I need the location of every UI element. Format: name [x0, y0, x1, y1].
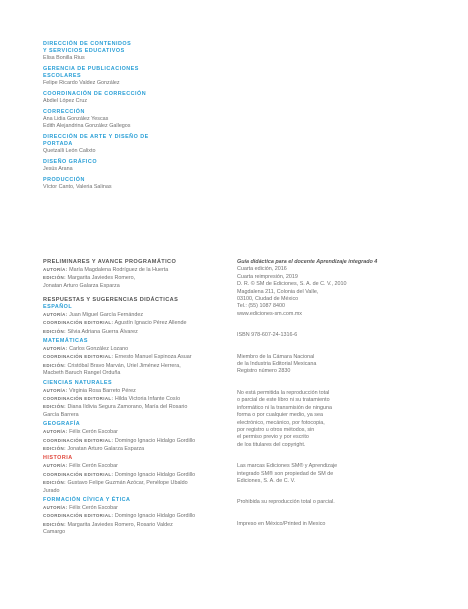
credit-line: [43, 274, 235, 282]
credit-text: Cristóbal Bravo Marván, Uriel Jiménez Herrera,: [67, 362, 181, 369]
credit-heading: COORDINACIÓN DE CORRECCIÓN: [43, 91, 147, 98]
imprint-right-column: [237, 259, 437, 528]
credit-publicaciones: [43, 66, 243, 87]
credit-text: Félix Cerón Escobar: [69, 463, 118, 470]
subject-heading: ESPAÑOL: [43, 303, 73, 310]
credit-name: Elisa Bonilla Rius: [43, 55, 85, 61]
credit-heading: DIRECCIÓN DE ARTE Y DISEÑO DE: [43, 133, 149, 140]
trademark-line: Las marcas Ediciones SM® y Aprendizaje: [237, 463, 338, 470]
rights-line: electrónico, mecánico, por fotocopia,: [237, 419, 325, 426]
credit-text: García Barrera: [43, 411, 79, 418]
credit-line: [43, 445, 235, 453]
credit-label: EDICIÓN:: [43, 480, 66, 486]
credit-text: Carlos González Lozano: [69, 345, 129, 352]
rights-line: o parcial de este libro ni su tratamiento: [237, 397, 330, 404]
credit-line: [43, 412, 235, 419]
credit-line: [43, 529, 235, 536]
subject-heading: FORMACIÓN CÍVICA Y ÉTICA: [43, 497, 131, 504]
credit-line: [43, 395, 235, 403]
credit-line: [43, 362, 235, 370]
credit-heading: GERENCIA DE PUBLICACIONES: [43, 66, 139, 73]
member-line: Miembro de la Cámara Nacional: [237, 353, 315, 360]
credit-text: Margarita Javiedes Romero, Rosario Valdez: [67, 521, 173, 528]
credit-heading: DISEÑO GRÁFICO: [43, 159, 98, 166]
credit-text: Félix Cerón Escobar: [69, 429, 118, 436]
credit-text: Diana Ildivia Segura Zamorano, María del Rosario: [67, 404, 188, 411]
credit-name: Felipe Ricardo Valdez González: [43, 80, 120, 87]
credit-text: Jurado: [43, 487, 60, 494]
credit-label: COORDINACIÓN EDITORIAL:: [43, 395, 114, 401]
edition-line: www.ediciones-sm.com.mx: [237, 310, 303, 317]
credit-label: AUTORÍA:: [43, 345, 68, 351]
credit-text: Domingo Ignacio Hidalgo Gordillo: [114, 437, 196, 444]
credits-left-column: [43, 259, 235, 537]
credit-name: Abdiel López Cruz: [43, 98, 88, 105]
credit-line: [43, 345, 235, 353]
credit-line: [43, 437, 235, 445]
credit-coord-correccion: [43, 91, 243, 105]
rights-line: el permiso previo y por escrito: [237, 434, 309, 441]
credit-text: Gustavo Felipe Guzmán Azócar, Penélope Ubaldo: [67, 480, 188, 487]
credit-text: Virginia Rosa Barreto Pérez: [69, 387, 136, 394]
rights-line: informático ni la transmisión de ninguna: [237, 404, 332, 411]
credit-label: AUTORÍA:: [43, 267, 68, 272]
credit-line: [43, 512, 235, 520]
edition-line: Cuarta edición, 2016: [237, 266, 287, 273]
credits-top: [43, 41, 243, 195]
credit-line: [43, 283, 235, 290]
credit-text: Domingo Ignacio Hidalgo Gordillo: [114, 471, 196, 478]
credit-text: Juan Miguel García Fernández: [69, 311, 144, 318]
edition-line: 03100, Ciudad de México: [237, 296, 299, 303]
credit-line: [43, 266, 235, 274]
credit-text: Silvia Adriana Guerra Álvarez: [67, 328, 138, 335]
rights-line: de los titulares del copyright.: [237, 441, 306, 448]
credit-label: COORDINACIÓN EDITORIAL:: [43, 320, 114, 326]
credit-line: [43, 387, 235, 395]
edition-line: Tel.: (55) 1087 8400: [237, 303, 285, 310]
credit-line: [43, 479, 235, 487]
trademark-line: Ediciones, S. A. de C. V.: [237, 477, 296, 484]
credit-name: Ana Lidia González Yescas: [43, 116, 109, 123]
credit-line: [43, 403, 235, 411]
credit-label: EDICIÓN:: [43, 362, 66, 368]
credit-label: EDICIÓN:: [43, 404, 66, 410]
rights-line: forma o por cualquier medio, ya sea: [237, 412, 323, 419]
credit-line: [43, 471, 235, 479]
rights-line: por registro u otros métodos, sin: [237, 426, 315, 433]
credit-contenidos: [43, 41, 243, 62]
member-line: de la Industria Editorial Mexicana: [237, 361, 317, 368]
credit-text: Ernesto Manuel Espinoza Asuar: [114, 354, 192, 361]
credit-line: [43, 504, 235, 512]
subject-heading: CIENCIAS NATURALES: [43, 379, 113, 386]
edition-line: D. R. © SM de Ediciones, S. A. de C. V., 2010: [237, 281, 347, 288]
credit-line: [43, 311, 235, 319]
credit-line: [43, 462, 235, 470]
edition-line: Magdalena 211, Colonia del Valle,: [237, 288, 319, 295]
credit-label: EDICIÓN:: [43, 446, 66, 451]
subject-heading: HISTORIA: [43, 455, 73, 462]
credit-label: EDICIÓN:: [43, 275, 66, 281]
credit-text: Hilda Victoria Infante Cosío: [114, 395, 181, 402]
edition-line: Cuarta reimpresión, 2019: [237, 273, 298, 280]
credit-text: Domingo Ignacio Hidalgo Gordillo: [114, 513, 196, 520]
credit-heading: PRODUCCIÓN: [43, 177, 85, 184]
credit-label: COORDINACIÓN EDITORIAL:: [43, 354, 114, 360]
credit-text: Félix Cerón Escobar: [69, 505, 118, 512]
credit-line: [43, 370, 235, 377]
credit-arte: [43, 134, 243, 155]
credit-line: [43, 319, 235, 327]
credit-name: Edith Alejandrina González Gallegos: [43, 122, 131, 129]
credit-heading: ESCOLARES: [43, 73, 82, 80]
credit-label: AUTORÍA:: [43, 311, 68, 317]
credit-text: Jonatan Arturo Galarza Esparza: [67, 446, 145, 452]
credit-heading: CORRECCIÓN: [43, 109, 85, 116]
book-title: Guía didáctica para el docente Aprendizaje integrado 4: [237, 259, 378, 265]
section-title: RESPUESTAS Y SUGERENCIAS DIDÁCTICAS: [43, 296, 179, 303]
credit-label: AUTORÍA:: [43, 463, 68, 469]
credit-heading: Y SERVICIOS EDUCATIVOS: [43, 48, 125, 54]
prohibited-notice: Prohibida su reproducción total o parcial.: [237, 499, 335, 506]
credit-label: COORDINACIÓN EDITORIAL:: [43, 437, 114, 443]
credit-text: Camargo: [43, 529, 66, 536]
credit-name: Quetzalli León Calixto: [43, 147, 96, 154]
credit-correccion: [43, 109, 243, 129]
credit-label: COORDINACIÓN EDITORIAL:: [43, 513, 114, 519]
credit-name: Víctor Canto, Valeria Salinas: [43, 184, 112, 191]
member-line: Registro número 2830: [237, 368, 291, 375]
credit-label: AUTORÍA:: [43, 429, 68, 435]
rights-line: No está permitida la reproducción total: [237, 389, 330, 396]
credit-heading: PORTADA: [43, 140, 73, 147]
credit-line: [43, 353, 235, 361]
subject-heading: MATEMÁTICAS: [43, 337, 88, 344]
credit-line: [43, 428, 235, 436]
credit-label: EDICIÓN:: [43, 521, 66, 527]
credit-label: AUTORÍA:: [43, 505, 68, 511]
credit-label: EDICIÓN:: [43, 328, 66, 334]
credit-line: [43, 328, 235, 336]
credit-text: Agustín Ignacio Pérez Allende: [114, 320, 187, 327]
credit-text: María Magdalena Rodríguez de la Huerta: [69, 267, 169, 273]
credit-diseno: [43, 159, 243, 173]
credit-text: Macbeth Baruch Rangel Orduña: [43, 370, 121, 377]
credit-heading: DIRECCIÓN DE CONTENIDOS: [43, 41, 132, 47]
credit-label: AUTORÍA:: [43, 387, 68, 393]
credit-produccion: [43, 177, 243, 191]
section-title: PRELIMINARES Y AVANCE PROGRAMÁTICO: [43, 259, 177, 265]
credit-line: [43, 521, 235, 529]
trademark-line: integrado SM® son propiedad de SM de: [237, 470, 334, 477]
credit-line: [43, 488, 235, 495]
printed-in: Impreso en México/Printed in Mexico: [237, 520, 326, 527]
credit-text: Margarita Javiedes Romero,: [67, 275, 136, 282]
credit-name: Jesús Arana: [43, 166, 73, 173]
isbn: ISBN 978-607-24-1316-6: [237, 332, 298, 339]
credit-label: COORDINACIÓN EDITORIAL:: [43, 471, 114, 477]
credit-text: Jonatan Arturo Galarza Esparza: [43, 282, 120, 289]
subject-heading: GEOGRAFÍA: [43, 421, 81, 428]
